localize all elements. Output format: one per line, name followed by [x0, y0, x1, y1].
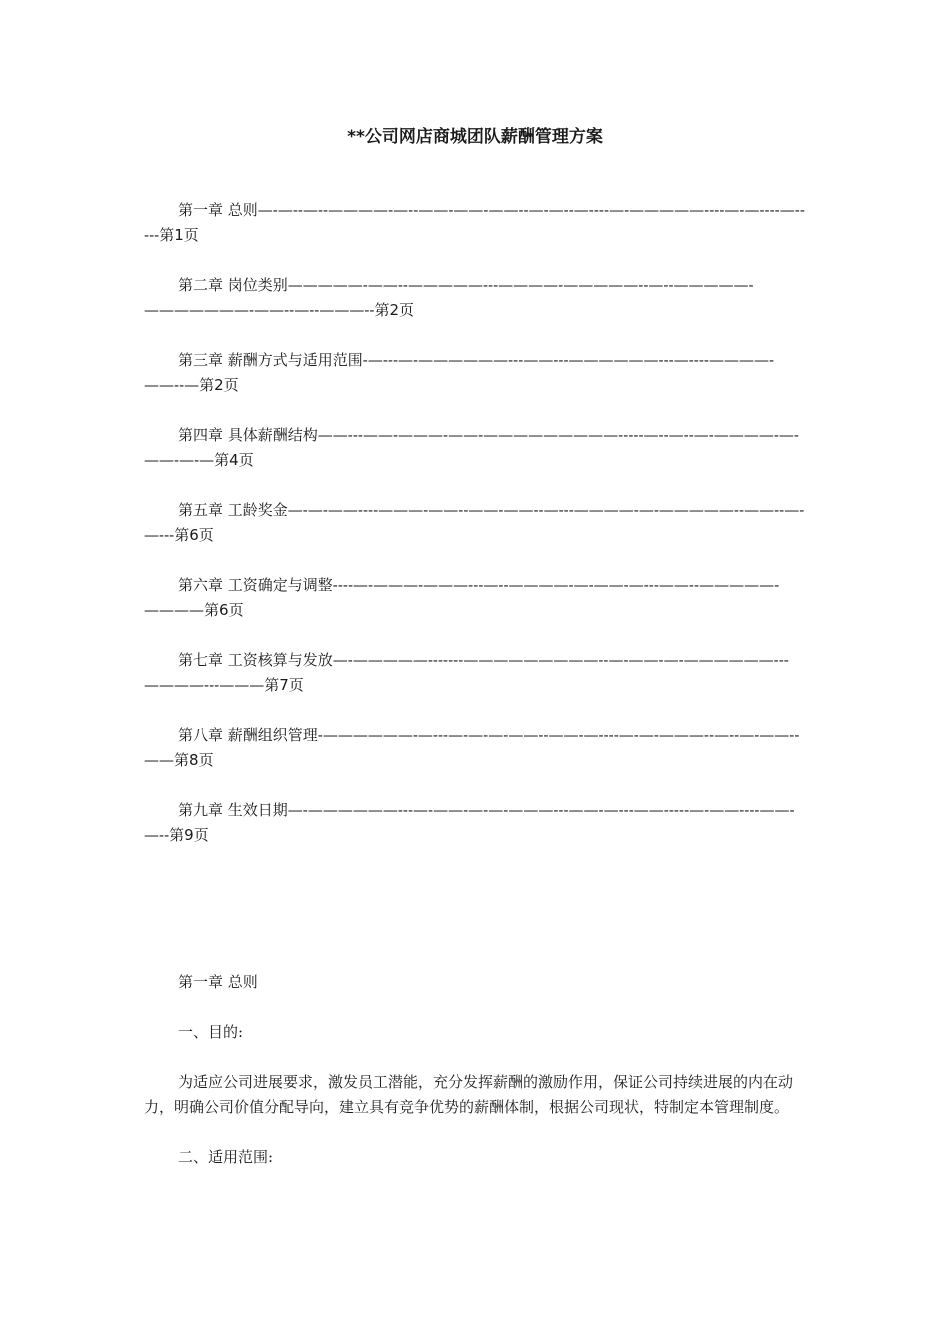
section-heading-scope: 二、适用范围: [178, 1148, 274, 1166]
toc-entry-5: 第五章 工龄奖金—-—-——----———-——--——-——--—---————-—-—————--——--—-—---第6页 [144, 501, 805, 544]
toc-entry-9: 第九章 生效日期—-——————---—-——-—-—-———---——-—---——-----—-——----——-—--第9页 [144, 801, 795, 844]
section-heading-purpose: 一、目的: [178, 1023, 244, 1041]
body-paragraph: 为适应公司进展要求，激发员工潜能，充分发挥薪酬的激励作用，保证公司持续进展的内在动力，明确公司价值分配导向，建立具有竞争优势的薪酬体制，根据公司现状，特制定本管理制度。 [144, 1073, 794, 1116]
document-body [144, 970, 806, 1195]
toc-entry-7: 第七章 工资核算与发放—-—————-------—————————--—-——-—-——————---————---———第7页 [144, 651, 789, 694]
toc-entry-1: 第一章 总则—-—--—--————-—--——-——-——--—-—--—----—-—————----—-—----—-----第1页 [144, 201, 805, 244]
document-title: **公司网店商城团队薪酬管理方案 [347, 127, 603, 147]
table-of-contents [144, 198, 806, 873]
toc-entry-4: 第四章 具体薪酬结构——---——-———-——-—————————-----—--—--—-————-—-——-—-—第4页 [144, 426, 799, 469]
toc-entry-8: 第八章 薪酬组织管理-——————-—---—-—-—-——--——-—----—-—-———--—--—-——--——第8页 [144, 726, 800, 769]
toc-entry-2: 第二章 岗位类别—————-——--—————---————-—————--—--—————-———————-——--—--———--第2页 [144, 276, 754, 319]
toc-entry-6: 第六章 工资确定与调整----—-———-———---—--————-—-——-—---——--—————-————第6页 [144, 576, 780, 619]
chapter-heading: 第一章 总则 [178, 973, 258, 991]
toc-entry-3: 第三章 薪酬方式与适用范围-—---—-——————---——---——————---—----————-——--—第2页 [144, 351, 775, 394]
